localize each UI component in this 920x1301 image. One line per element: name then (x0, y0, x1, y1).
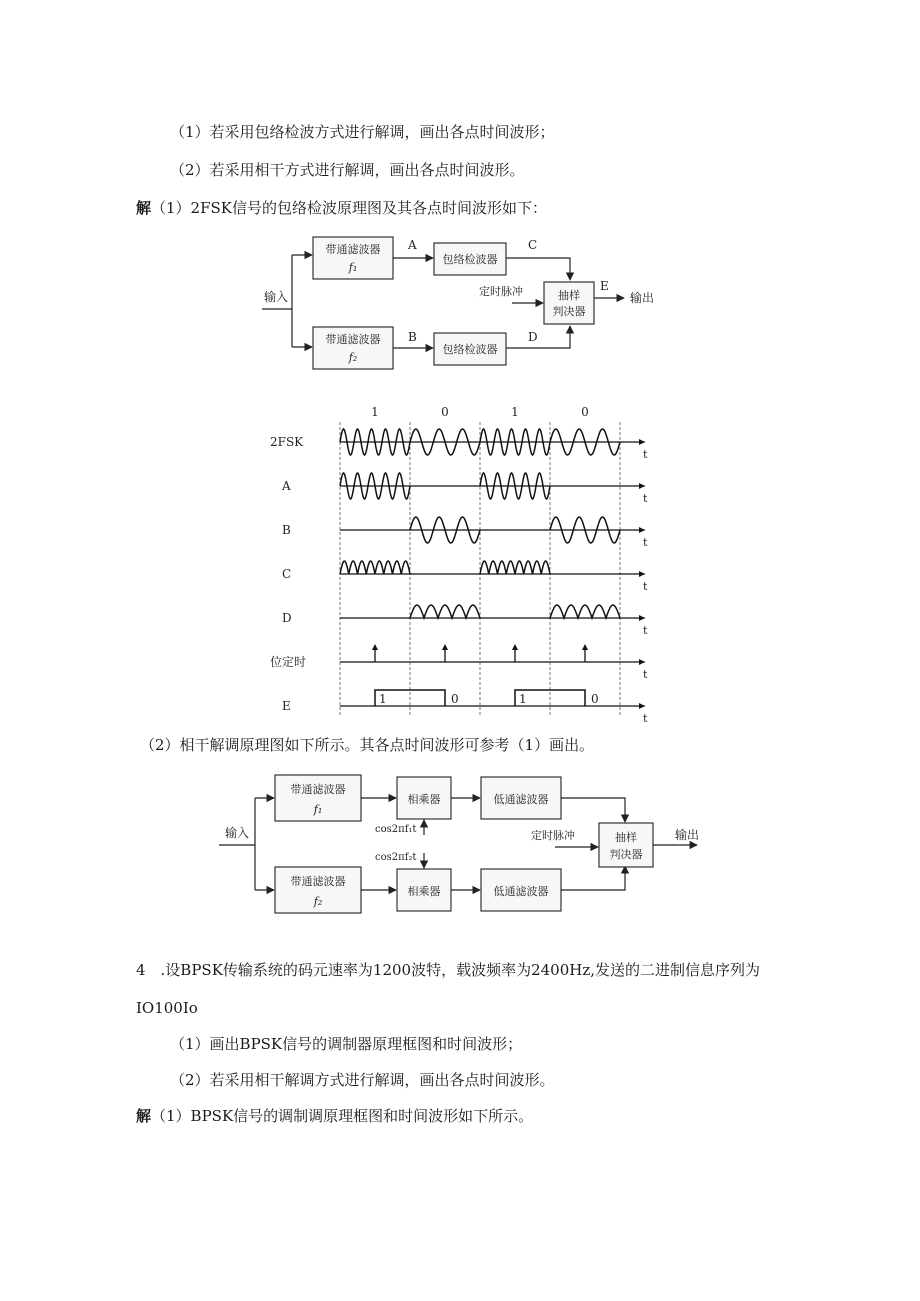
clock-pulse-head (372, 644, 378, 650)
coh-bpf-2-freq: f₂ (313, 895, 323, 908)
bandpass-filter-1-freq: f₁ (348, 261, 358, 274)
time-label: t (643, 668, 648, 681)
timing-waveforms (260, 398, 660, 728)
coh-sampler-label-1: 抽样 (615, 831, 637, 844)
output-level-label: 1 (379, 692, 387, 706)
carrier-1-label: cos2πf₁t (375, 824, 417, 835)
sampler-label-1: 抽样 (558, 289, 580, 302)
axis-arrow (639, 527, 645, 533)
bit-label: 0 (441, 405, 449, 419)
coh-sampler-label-2: 判决器 (609, 848, 643, 861)
solution-prefix: 解 (136, 199, 152, 217)
bit-label: 0 (581, 405, 589, 419)
row-label: E (282, 699, 291, 713)
point-c-label: C (528, 238, 538, 252)
problem-4-solution-prefix: 解 (136, 1107, 152, 1125)
lpf1-to-sampler (561, 798, 625, 822)
solution-2: （2）相干解调原理图如下所示。其各点时间波形可参考（1）画出。 (140, 736, 595, 754)
bit-label: 1 (511, 405, 519, 419)
time-label: t (643, 536, 648, 549)
problem-4-line-1: 4 .设BPSK传输系统的码元速率为1200波特，载波频率为2400Hz,发送的二进制信息序列为 (136, 961, 761, 979)
input-label: 输入 (264, 290, 289, 304)
solution-1 (136, 198, 547, 218)
bandpass-filter-2-label: 带通滤波器 (325, 333, 381, 346)
clock-pulse-head (582, 644, 588, 650)
problem-4-solution (136, 1106, 533, 1126)
point-a-label: A (408, 238, 417, 252)
point-e-label: E (600, 279, 609, 293)
time-label: t (643, 492, 648, 505)
carrier-2-label: cos2πf₂t (375, 852, 417, 863)
axis-arrow (639, 703, 645, 709)
arrow-d (506, 326, 570, 348)
point-d-label: D (528, 330, 538, 344)
problem-4-solution-text: （1）BPSK信号的调制调原理框图和时间波形如下所示。 (151, 1107, 534, 1125)
envelope-detector-1-label: 包络检波器 (442, 253, 498, 266)
output-level-label: 0 (591, 692, 599, 706)
coherent-detection-diagram (215, 765, 715, 925)
multiplier-2-label: 相乘器 (407, 885, 441, 898)
problem-4-line-2: IO100Io (136, 999, 198, 1017)
envelope-detector-2-label: 包络检波器 (442, 343, 498, 356)
question-2: （2）若采用相干方式进行解调，画出各点时间波形。 (170, 161, 525, 179)
lowpass-filter-2-label: 低通滤波器 (493, 885, 549, 898)
clock-pulse-head (442, 644, 448, 650)
lpf2-to-sampler (561, 866, 625, 890)
time-label: t (643, 624, 648, 637)
waveform-segment (550, 605, 620, 618)
multiplier-1-label: 相乘器 (407, 793, 441, 806)
time-label: t (643, 712, 648, 725)
clock-pulse-head (512, 644, 518, 650)
bandpass-filter-1-label: 带通滤波器 (325, 243, 381, 256)
waveform-segment (340, 561, 410, 574)
waveform-segment (410, 605, 480, 618)
problem-4-question-2: （2）若采用相干解调方式进行解调，画出各点时间波形。 (170, 1071, 555, 1089)
row-label: 位定时 (270, 655, 307, 669)
time-label: t (643, 580, 648, 593)
output-level-label: 0 (451, 692, 459, 706)
envelope-detection-diagram (250, 225, 670, 375)
bandpass-filter-2-freq: f₂ (348, 351, 358, 364)
row-label: A (282, 479, 291, 493)
axis-arrow (639, 439, 645, 445)
sampler-label-2: 判决器 (552, 305, 586, 318)
time-label: t (643, 448, 648, 461)
point-b-label: B (408, 330, 417, 344)
coh-bpf-2-label: 带通滤波器 (290, 875, 346, 888)
arrow-c (506, 258, 570, 280)
output-level-label: 1 (519, 692, 527, 706)
coh-bpf-1-label: 带通滤波器 (290, 783, 346, 796)
output-label: 输出 (630, 291, 655, 305)
coh-output-label: 输出 (675, 828, 700, 842)
question-1: （1）若采用包络检波方式进行解调，画出各点时间波形； (170, 123, 555, 141)
bit-label: 1 (371, 405, 379, 419)
axis-arrow (639, 571, 645, 577)
row-label: C (282, 567, 292, 581)
problem-4-question-1: （1）画出BPSK信号的调制器原理框图和时间波形； (170, 1035, 523, 1053)
row-label: D (282, 611, 292, 625)
row-label: 2FSK (270, 435, 304, 449)
row-label: B (282, 523, 291, 537)
coh-clock-label: 定时脉冲 (531, 829, 575, 842)
coh-bpf-1-freq: f₁ (313, 803, 323, 816)
lowpass-filter-1-label: 低通滤波器 (493, 793, 549, 806)
waveform-segment (480, 561, 550, 574)
clock-label: 定时脉冲 (479, 285, 523, 298)
solution-1-text: （1）2FSK信号的包络检波原理图及其各点时间波形如下： (151, 199, 547, 217)
axis-arrow (639, 659, 645, 665)
axis-arrow (639, 615, 645, 621)
input-label-2: 输入 (225, 826, 250, 840)
axis-arrow (639, 483, 645, 489)
